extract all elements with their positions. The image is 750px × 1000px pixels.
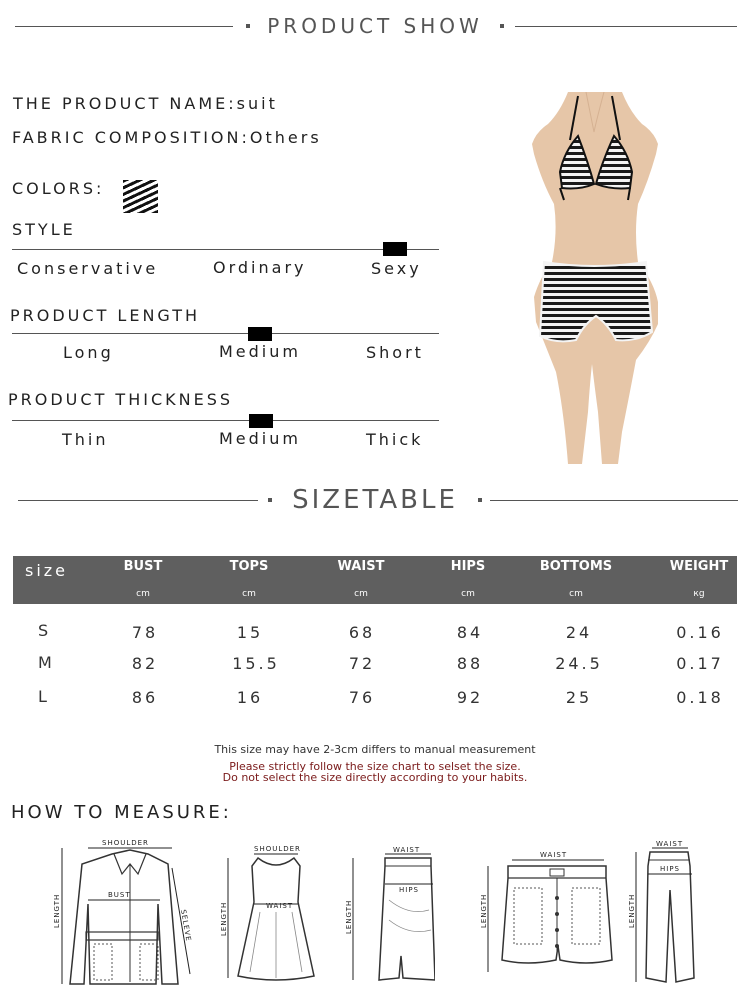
size-column-header: size [25, 561, 69, 580]
pants-length-label: LENGTH [628, 893, 636, 928]
thickness-scale-marker [249, 414, 273, 428]
colors-label: COLORS: [12, 179, 105, 198]
size-l-waist: 76 [348, 688, 376, 707]
thickness-option-thick: Thick [366, 430, 424, 449]
size-s-hips: 84 [456, 623, 484, 642]
hips-unit: cm [461, 589, 475, 599]
size-s-tops: 15 [236, 623, 264, 642]
style-option-sexy: Sexy [371, 259, 422, 278]
how-to-measure-title: HOW TO MEASURE: [11, 802, 232, 823]
dress-waist-label: WAIST [266, 902, 294, 910]
skirt-waist-label: WAIST [393, 846, 421, 854]
size-m-bust: 82 [131, 654, 159, 673]
shorts-length-label: LENGTH [480, 893, 488, 928]
waist-column-header: WAIST [337, 559, 385, 574]
thickness-label: PRODUCT THICKNESS [8, 390, 233, 409]
bottoms-column-header: BOTTOMS [539, 559, 613, 574]
length-option-medium: Medium [219, 342, 301, 361]
size-s-bust: 78 [131, 623, 159, 642]
style-scale-marker [383, 242, 407, 256]
size-warning-2: Do not select the size directly according to your habits. [222, 771, 528, 784]
bust-unit: cm [136, 589, 150, 599]
size-l-bust: 86 [131, 688, 159, 707]
thickness-scale-line [12, 420, 439, 421]
length-option-short: Short [366, 343, 424, 362]
style-option-conservative: Conservative [17, 259, 159, 278]
product-show-title: PRODUCT SHOW [267, 14, 483, 38]
product-name: THE PRODUCT NAME:suit [13, 94, 278, 113]
size-l-bottoms: 25 [565, 688, 593, 707]
skirt-measure-diagram [345, 846, 435, 986]
hips-column-header: HIPS [450, 559, 486, 574]
pants-measure-diagram [622, 838, 702, 990]
size-s-bottoms: 24 [565, 623, 593, 642]
dress-measure-diagram [218, 842, 318, 988]
thickness-option-medium: Medium [219, 429, 301, 448]
jacket-bust-label: BUST [108, 891, 131, 899]
length-option-long: Long [63, 343, 114, 362]
pants-hips-label: HIPS [660, 865, 680, 873]
bust-column-header: BUST [123, 559, 163, 574]
length-label: PRODUCT LENGTH [10, 306, 201, 325]
weight-column-header: WEIGHT [669, 559, 729, 574]
pants-waist-label: WAIST [656, 840, 684, 848]
size-s-waist: 68 [348, 623, 376, 642]
size-l-label: L [38, 687, 47, 706]
style-scale-line [12, 249, 439, 250]
size-m-tops: 15.5 [232, 654, 280, 673]
size-l-tops: 16 [236, 688, 264, 707]
style-option-ordinary: Ordinary [213, 258, 307, 277]
sizetable-header [0, 482, 750, 518]
size-l-weight: 0.18 [676, 688, 724, 707]
product-show-header [0, 8, 750, 44]
tops-unit: cm [242, 589, 256, 599]
skirt-length-label: LENGTH [345, 899, 353, 934]
size-warning-1: Please strictly follow the size chart to selset the size. [229, 760, 521, 773]
size-table-header [13, 556, 737, 604]
shorts-measure-diagram [478, 848, 618, 978]
waist-unit: cm [354, 589, 368, 599]
weight-unit: кg [693, 589, 705, 599]
size-m-bottoms: 24.5 [555, 654, 603, 673]
product-model-image [530, 92, 660, 464]
length-scale-marker [248, 327, 272, 341]
jacket-shoulder-label: SHOULDER [102, 839, 149, 847]
color-swatch-stripe[interactable] [123, 180, 158, 213]
size-m-label: M [38, 653, 52, 672]
jacket-measure-diagram [50, 834, 200, 994]
style-label: STYLE [12, 220, 76, 239]
thickness-option-thin: Thin [62, 430, 109, 449]
dress-length-label: LENGTH [220, 901, 228, 936]
skirt-hips-label: HIPS [399, 886, 419, 894]
size-s-weight: 0.16 [676, 623, 724, 642]
jacket-sleeve-label: SELEVE [179, 908, 193, 943]
size-m-waist: 72 [348, 654, 376, 673]
size-m-hips: 88 [456, 654, 484, 673]
shorts-waist-label: WAIST [540, 851, 568, 859]
sizetable-title: SIZETABLE [292, 485, 458, 515]
size-m-weight: 0.17 [676, 654, 724, 673]
bottoms-unit: cm [569, 589, 583, 599]
size-s-label: S [38, 621, 49, 640]
length-scale-line [12, 333, 439, 334]
size-l-hips: 92 [456, 688, 484, 707]
tops-column-header: TOPS [229, 559, 269, 574]
fabric-composition: FABRIC COMPOSITION:Others [12, 128, 322, 147]
dress-shoulder-label: SHOULDER [254, 845, 301, 853]
measurement-note: This size may have 2-3cm differs to manual measurement [214, 743, 536, 756]
jacket-length-label: LENGTH [53, 893, 61, 928]
